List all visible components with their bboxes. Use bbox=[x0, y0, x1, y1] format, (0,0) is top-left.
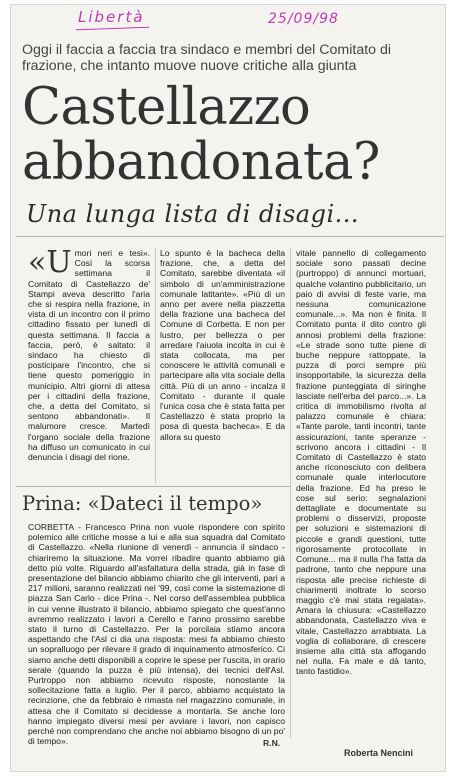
divider-sidebar bbox=[16, 486, 290, 487]
article-author: Roberta Nencini bbox=[344, 748, 414, 758]
column-divider-1 bbox=[155, 248, 156, 483]
article-column-3-text: vitale pannello di collegamento sociale sono passati decine (purtroppo) di annunci mortuari, qualche volantino pubblicitario, un paio di avvisi di feste varie, ma nessuna comunicazione comunale...». Ma non è finita. Il Comitato punta il dito contro gli annosi problemi della frazione: «Le strade sono tutte piene di buche neppure rattoppate, la puzza di porci sempre più insopportabile, la sicurezza della frazione punteggiata di siringhe lasciate nell'erba del parco...». La critica di immobilismo rivolta al palazzo comunale è chiara: «Tante parole, tanti incontri, tante assicurazioni, tante speranze - scrivono ancora i cittadini - Il Comitato di Castellazzo è stato anche riconosciuto con delibera comunale quale interlocutore della frazione. Ed ha preso le cose sul serio: segnalazioni dettagliate e documentate su problemi o disservizi, proposte per soluzioni e sistemazioni di piccole e grandi questioni, tutte rigorosamente protocollate in Comune... ma il nulla l'ha fatta da padrone, tanto che neppure una risposta alle precise richieste di chiarimenti inoltrate lo scorso maggio c'è mai stata regalata». Amara la chiusura: «Castellazzo abbandonata, Castellazzo viva e vitale, Castellazzo arrabbiata. La voglia di collaborare, di crescere insieme alla città sta affogando nel nulla. Fa male e dà tanto, tanto fastidio». bbox=[296, 248, 426, 677]
divider-top bbox=[16, 236, 444, 237]
article-column-2 bbox=[160, 248, 285, 483]
article-column-1-text: mori neri e tesi». Così la scorsa settimana il Comitato di Castellazzo de' Stampi aveva descritto l'aria che si respira nella frazione, in vista di un incontro con il primo cittadino fissato per lunedì di questa settimana. Il faccia a faccia, però, è saltato: il sindaco ha chiesto di posticipare l'incontro, che si tiene questo pomeriggio in municipio. Altri giorni di attesa per i cittadini della frazione, che, a detta del Comitato, si sentono abbandonati». Il malumore cresce. Martedì l'organo sociale della frazione ha diffuso un comunicato in cui denuncia i disagi del rione. bbox=[28, 248, 150, 463]
sidebar-body: CORBETTA - Francesco Prina non vuole rispondere con spirito polemico alle critiche mosse a lui e alla sua squadra dal Comitato di Castellazzo. «Nella riunione di venerdì - annuncia il sindaco - chiariremo la situazione. Ma vorrei ribadire quanto abbiamo già detto più volte. Riguardo all'asfaltatura della strada, già in fase di presentazione del bilancio abbiamo chiarito che gli interventi, pari a 217 milioni, saranno realizzati nel '99, così come la sistemazione di piazza San Carlo - dice Prina -. Nel corso dell'assemblea pubblica in cui venne illustrato il bilancio, abbiamo spiegato che quest'anno avremmo realizzato i lavori a Cerello e l'anno prossimo sarebbe stato il turno di Castellazzo. Per la porcilaia stiamo ancora aspettando che l'Asl ci dia una risposta: mesi fa abbiamo chiesto un sopralluogo per rilevare il grado di inquinamento atmosferico. Ci siamo anche detti disponibili a coprire le spese per l'uscita, in orario serale (quando la puzza è più intensa), dei tecnici dell'Asl. Purtroppo non abbiamo ricevuto risposte, nonostante la sollecitazione fatta a luglio. Per il parco, abbiamo acquistato la recinzione, che da febbraio è rimasta nel magazzino comunale, in attesa che il Comitato si decidesse a montarla. Se anche loro hanno impiegato diversi mesi per avviare i lavori, non capisco perché non comprendano che anche noi abbiamo bisogno di un po' di tempo». bbox=[28, 522, 285, 747]
drop-cap: «U bbox=[28, 245, 72, 280]
sidebar-title: Prina: «Dateci il tempo» bbox=[22, 492, 263, 515]
sidebar-signature: R.N. bbox=[263, 738, 281, 748]
subheadline: Una lunga lista di disagi... bbox=[26, 200, 360, 228]
article-column-2-text: Lo spunto è la bacheca della frazione, che, a detta del Comitato, sarebbe diventata «il simbolo di un'amministrazione comunale latitante». «Più di un anno per avere nella piazzetta della frazione una bacheca del Comune di Corbetta. E non per lustro, per bellezza o per arredare l'aiuola incolta in cui è stata collocata, ma per conoscere le attività comunali e partecipare alla vita sociale della città. Più di un anno - incalza il Comitato - durante il quale l'unica cosa che è stata fatta per Castellazzo è stata proprio la posa di questa bacheca». E da allora su questo bbox=[160, 248, 285, 442]
article-column-3 bbox=[296, 248, 426, 754]
handwritten-date-note: 25/09/98 bbox=[268, 11, 339, 27]
kicker-text: Oggi il faccia a faccia tra sindaco e membri del Comitato di frazione, che intanto muove nuove critiche alla giunta bbox=[22, 42, 392, 74]
article-column-1 bbox=[28, 245, 150, 483]
handwritten-publication-note: Libertà bbox=[78, 8, 145, 26]
headline: Castellazzo abbandonata? bbox=[22, 78, 380, 192]
